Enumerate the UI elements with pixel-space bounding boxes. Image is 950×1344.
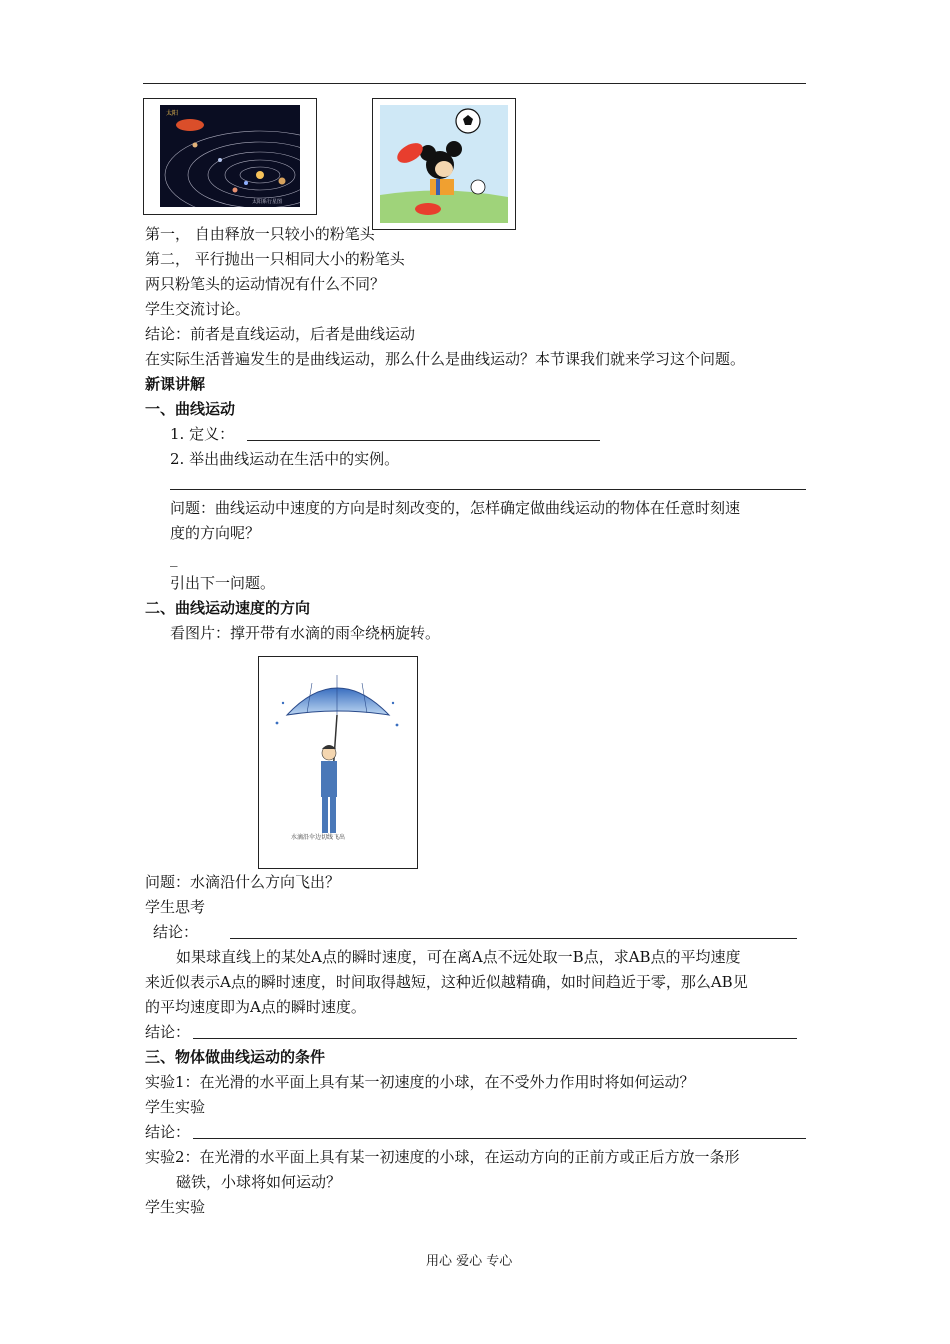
text-line: 第二， 平行抛出一只相同大小的粉笔头 — [145, 250, 405, 268]
text-line: _ — [170, 549, 178, 567]
blank-line — [193, 1138, 806, 1139]
section-heading: 新课讲解 — [145, 375, 206, 393]
text-line: 结论：前者是直线运动，后者是曲线运动 — [145, 325, 416, 343]
umbrella-image — [258, 656, 418, 869]
text-line: 度的方向呢？ — [170, 524, 261, 542]
text-line: 看图片：撑开带有水滴的雨伞绕柄旋转。 — [170, 624, 441, 642]
section-heading: 一、曲线运动 — [145, 400, 236, 418]
text-line: 学生实验 — [145, 1098, 206, 1116]
text-line: 问题：曲线运动中速度的方向是时刻改变的，怎样确定做曲线运动的物体在任意时刻速 — [170, 499, 741, 517]
text-line: 结论： — [153, 923, 199, 941]
text-line: 引出下一问题。 — [170, 574, 276, 592]
section-heading: 二、曲线运动速度的方向 — [145, 599, 311, 617]
text-line: 来近似表示A点的瞬时速度，时间取得越短，这种近似越精确，如时间趋近于零，那么AB见 — [145, 973, 748, 991]
text-line: 学生交流讨论。 — [145, 300, 251, 318]
text-line: 学生思考 — [145, 898, 206, 916]
text-line: 实验2：在光滑的水平面上具有某一初速度的小球，在运动方向的正前方或正后方放一条形 — [145, 1148, 740, 1166]
header-rule — [143, 83, 806, 84]
solar-caption: 太阳系行星图 — [252, 199, 283, 205]
text-line: 实验1：在光滑的水平面上具有某一初速度的小球，在不受外力作用时将如何运动？ — [145, 1073, 695, 1091]
text-line: 两只粉笔头的运动情况有什么不同？ — [145, 275, 386, 293]
blank-line — [230, 938, 797, 939]
solar-system-image — [143, 98, 317, 215]
text-line: 结论： — [145, 1123, 191, 1141]
text-line: 学生实验 — [145, 1198, 206, 1216]
sun-label: 太阳 — [166, 110, 179, 117]
cartoon-football-image — [372, 98, 516, 230]
umbrella-caption: 水滴沿伞边切线飞出 — [291, 834, 346, 841]
text-line: 在实际生活普遍发生的是曲线运动，那么什么是曲线运动？本节课我们就来学习这个问题。 — [145, 350, 746, 368]
blank-line — [193, 1038, 797, 1039]
text-line: 结论： — [145, 1023, 191, 1041]
text-line: 问题：水滴沿什么方向飞出？ — [145, 873, 341, 891]
list-item: 2. 举出曲线运动在生活中的实例。 — [170, 450, 400, 468]
blank-line — [170, 489, 806, 490]
page-footer: 用心 爱心 专心 — [426, 1254, 513, 1269]
text-line: 磁铁，小球将如何运动？ — [176, 1173, 342, 1191]
blank-line — [247, 440, 600, 441]
text-line: 如果球直线上的某处A点的瞬时速度，可在离A点不远处取一B点，求AB点的平均速度 — [176, 948, 741, 966]
text-line: 第一， 自由释放一只较小的粉笔头 — [145, 225, 375, 243]
list-item: 1. 定义： — [170, 425, 235, 443]
text-line: 的平均速度即为A点的瞬时速度。 — [145, 998, 366, 1016]
section-heading: 三、物体做曲线运动的条件 — [145, 1048, 326, 1066]
